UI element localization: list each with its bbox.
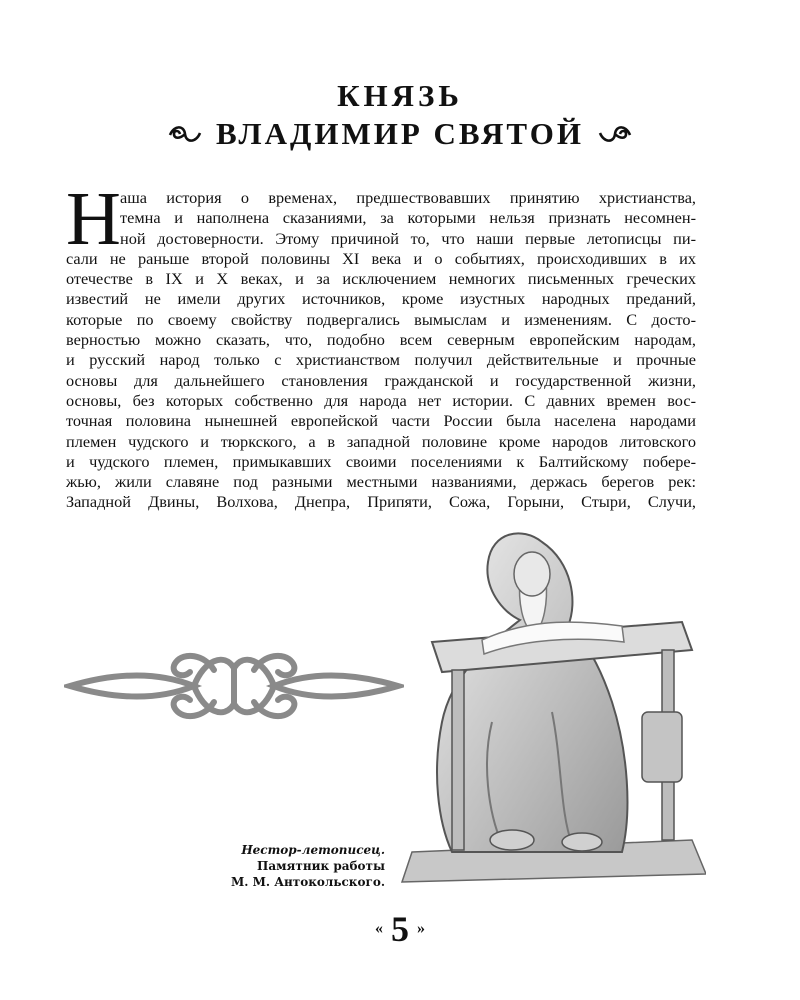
- right-ornament-icon: »: [417, 920, 425, 937]
- body-text: [66, 177, 696, 513]
- caption-title: Нестор-летописец.: [241, 843, 385, 857]
- body-line: темна и наполнена сказаниями, за которыми нельзя признать несомнен-: [120, 208, 696, 228]
- drop-cap: Н: [66, 177, 121, 261]
- body-line: верностью можно сказать, что, подобно всем северным европейским народам,: [66, 330, 696, 350]
- body-line: отечестве в IX и X веках, и за исключением немногих письменных греческих: [66, 269, 696, 289]
- body-line: ной достоверности. Этому причиной то, что наши первые летописцы пи-: [120, 228, 696, 248]
- body-line: аша история о временах, предшествовавших принятию христианства,: [120, 188, 696, 207]
- decorative-ornament-icon: [64, 640, 404, 732]
- body-line: известий не имели других источников, кроме изустных народных преданий,: [66, 289, 696, 309]
- nestor-statue-image: [392, 522, 706, 894]
- body-line: и чудского племен, примыкавших своими поселениями к Балтийскому побере-: [66, 451, 696, 471]
- page-number-row: [0, 908, 800, 950]
- left-flourish-icon: [168, 123, 202, 145]
- body-line: племен чудского и тюркского, а в западной половине кроме народов литовского: [66, 431, 696, 451]
- left-ornament-icon: «: [375, 920, 383, 937]
- caption-line: Памятник работы: [257, 859, 385, 873]
- image-caption: [160, 842, 385, 890]
- right-flourish-icon: [598, 123, 632, 145]
- page-title: ВЛАДИМИР СВЯТОЙ: [216, 116, 584, 151]
- body-line: основы для дальнейшего становления гражданской и государственной жизни,: [66, 370, 696, 390]
- caption-line: М. М. Антокольского.: [230, 875, 385, 889]
- page-number: 5: [391, 909, 409, 949]
- body-line: сали не раньше второй половины XI века и о событиях, происходивших в их: [66, 248, 696, 268]
- title-line-1: КНЯЗЬ: [337, 78, 463, 113]
- body-line: жью, жили славяне под разными местными названиями, держась берегов рек:: [66, 472, 696, 492]
- body-line: Западной Двины, Волхова, Днепра, Припяти, Сожа, Горыни, Стыри, Случи,: [66, 492, 696, 512]
- body-line: основы, без которых собственно для народа нет истории. С давних времен вос-: [66, 390, 696, 410]
- body-line: которые по своему свойству подвергались вымыслам и изменениям. С досто-: [66, 309, 696, 329]
- title-line-2-row: [0, 116, 800, 152]
- body-line: точная половина нынешней европейской части России была населена народами: [66, 411, 696, 431]
- body-line: и русский народ только с христианством получил действительные и прочные: [66, 350, 696, 370]
